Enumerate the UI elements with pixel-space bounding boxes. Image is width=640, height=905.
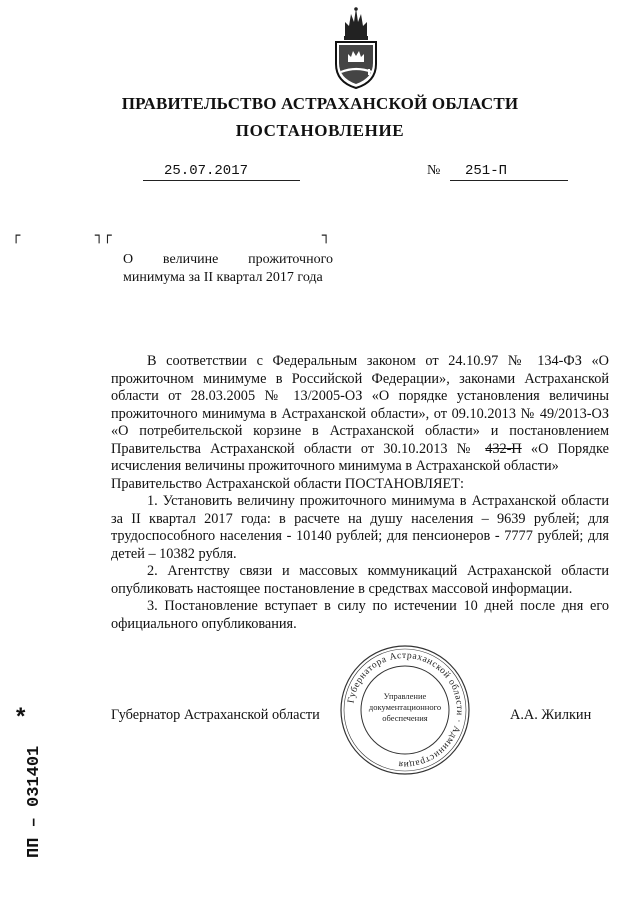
- preamble-text: В соответствии с Федеральным законом от 24.10.97 № 134-ФЗ «О прожиточном минимуме в Российской Федерации», законами Астраханской области от 28.03.2005 № 13/2005-ОЗ «О порядке установления величины прожиточного минимума в Астраханской области», от 09.10.2013 № 49/2013-ОЗ «О потребительской корзине в Астраханской области» и постановлением Правительства Астраханской области от 30.10.2013 №: [111, 353, 609, 457]
- corner-mark-top-mid-left: ┐┌: [95, 228, 112, 244]
- coat-of-arms-emblem: [327, 6, 385, 90]
- document-subject: О величине прожиточного минимума за II квартал 2017 года: [123, 252, 333, 285]
- document-body: [111, 353, 609, 633]
- date-underline: [143, 180, 300, 181]
- serial-number-block: [6, 700, 46, 860]
- official-stamp: [338, 643, 472, 777]
- preamble-paragraph: [111, 353, 609, 476]
- signatory-name: А.А. Жилкин: [510, 707, 592, 723]
- serial-number: ПП – 031401: [25, 745, 44, 858]
- number-underline: [450, 180, 568, 181]
- corner-mark-top-left: ┌: [12, 228, 21, 244]
- stamp-ring-text: Губернатора Астраханской области · Администрация: [346, 650, 465, 770]
- preamble-continuation: «О Порядке исчисления величины прожиточного минимума в Астраханской области»: [111, 440, 609, 474]
- organization-title: ПРАВИТЕЛЬСТВО АСТРАХАНСКОЙ ОБЛАСТИ: [121, 94, 519, 113]
- signatory-position: Губернатор Астраханской области: [111, 707, 320, 723]
- corner-mark-top-right: ┐: [322, 228, 331, 244]
- stamp-inner-line-3: обеспечения: [382, 713, 428, 723]
- item-3: 3. Постановление вступает в силу по истечении 10 дней после дня его официального опубликования.: [111, 598, 609, 632]
- stamp-inner-line-1: Управление: [383, 691, 427, 701]
- document-type: ПОСТАНОВЛЕНИЕ: [235, 121, 405, 140]
- item-1: 1. Установить величину прожиточного минимума в Астраханской области за II квартал 2017 года: в расчете на душу населения – 9639 рублей; для трудоспособного населения - 10140 рублей; для пенсионеров - 7777 рублей; для детей – 10382 рубля.: [111, 493, 609, 562]
- stamp-inner-line-2: документационного: [368, 702, 442, 712]
- item-2: 2. Агентству связи и массовых коммуникаций Астраханской области опубликовать настоящее постановление в средствах массовой информации.: [111, 563, 609, 597]
- struck-number: 432-П: [485, 440, 522, 457]
- document-number: 251-П: [465, 163, 508, 179]
- document-date: 25.07.2017: [164, 163, 249, 179]
- serial-asterisk: *: [16, 703, 26, 730]
- number-label: №: [427, 163, 441, 178]
- decree-line: Правительство Астраханской области ПОСТАНОВЛЯЕТ:: [111, 475, 464, 492]
